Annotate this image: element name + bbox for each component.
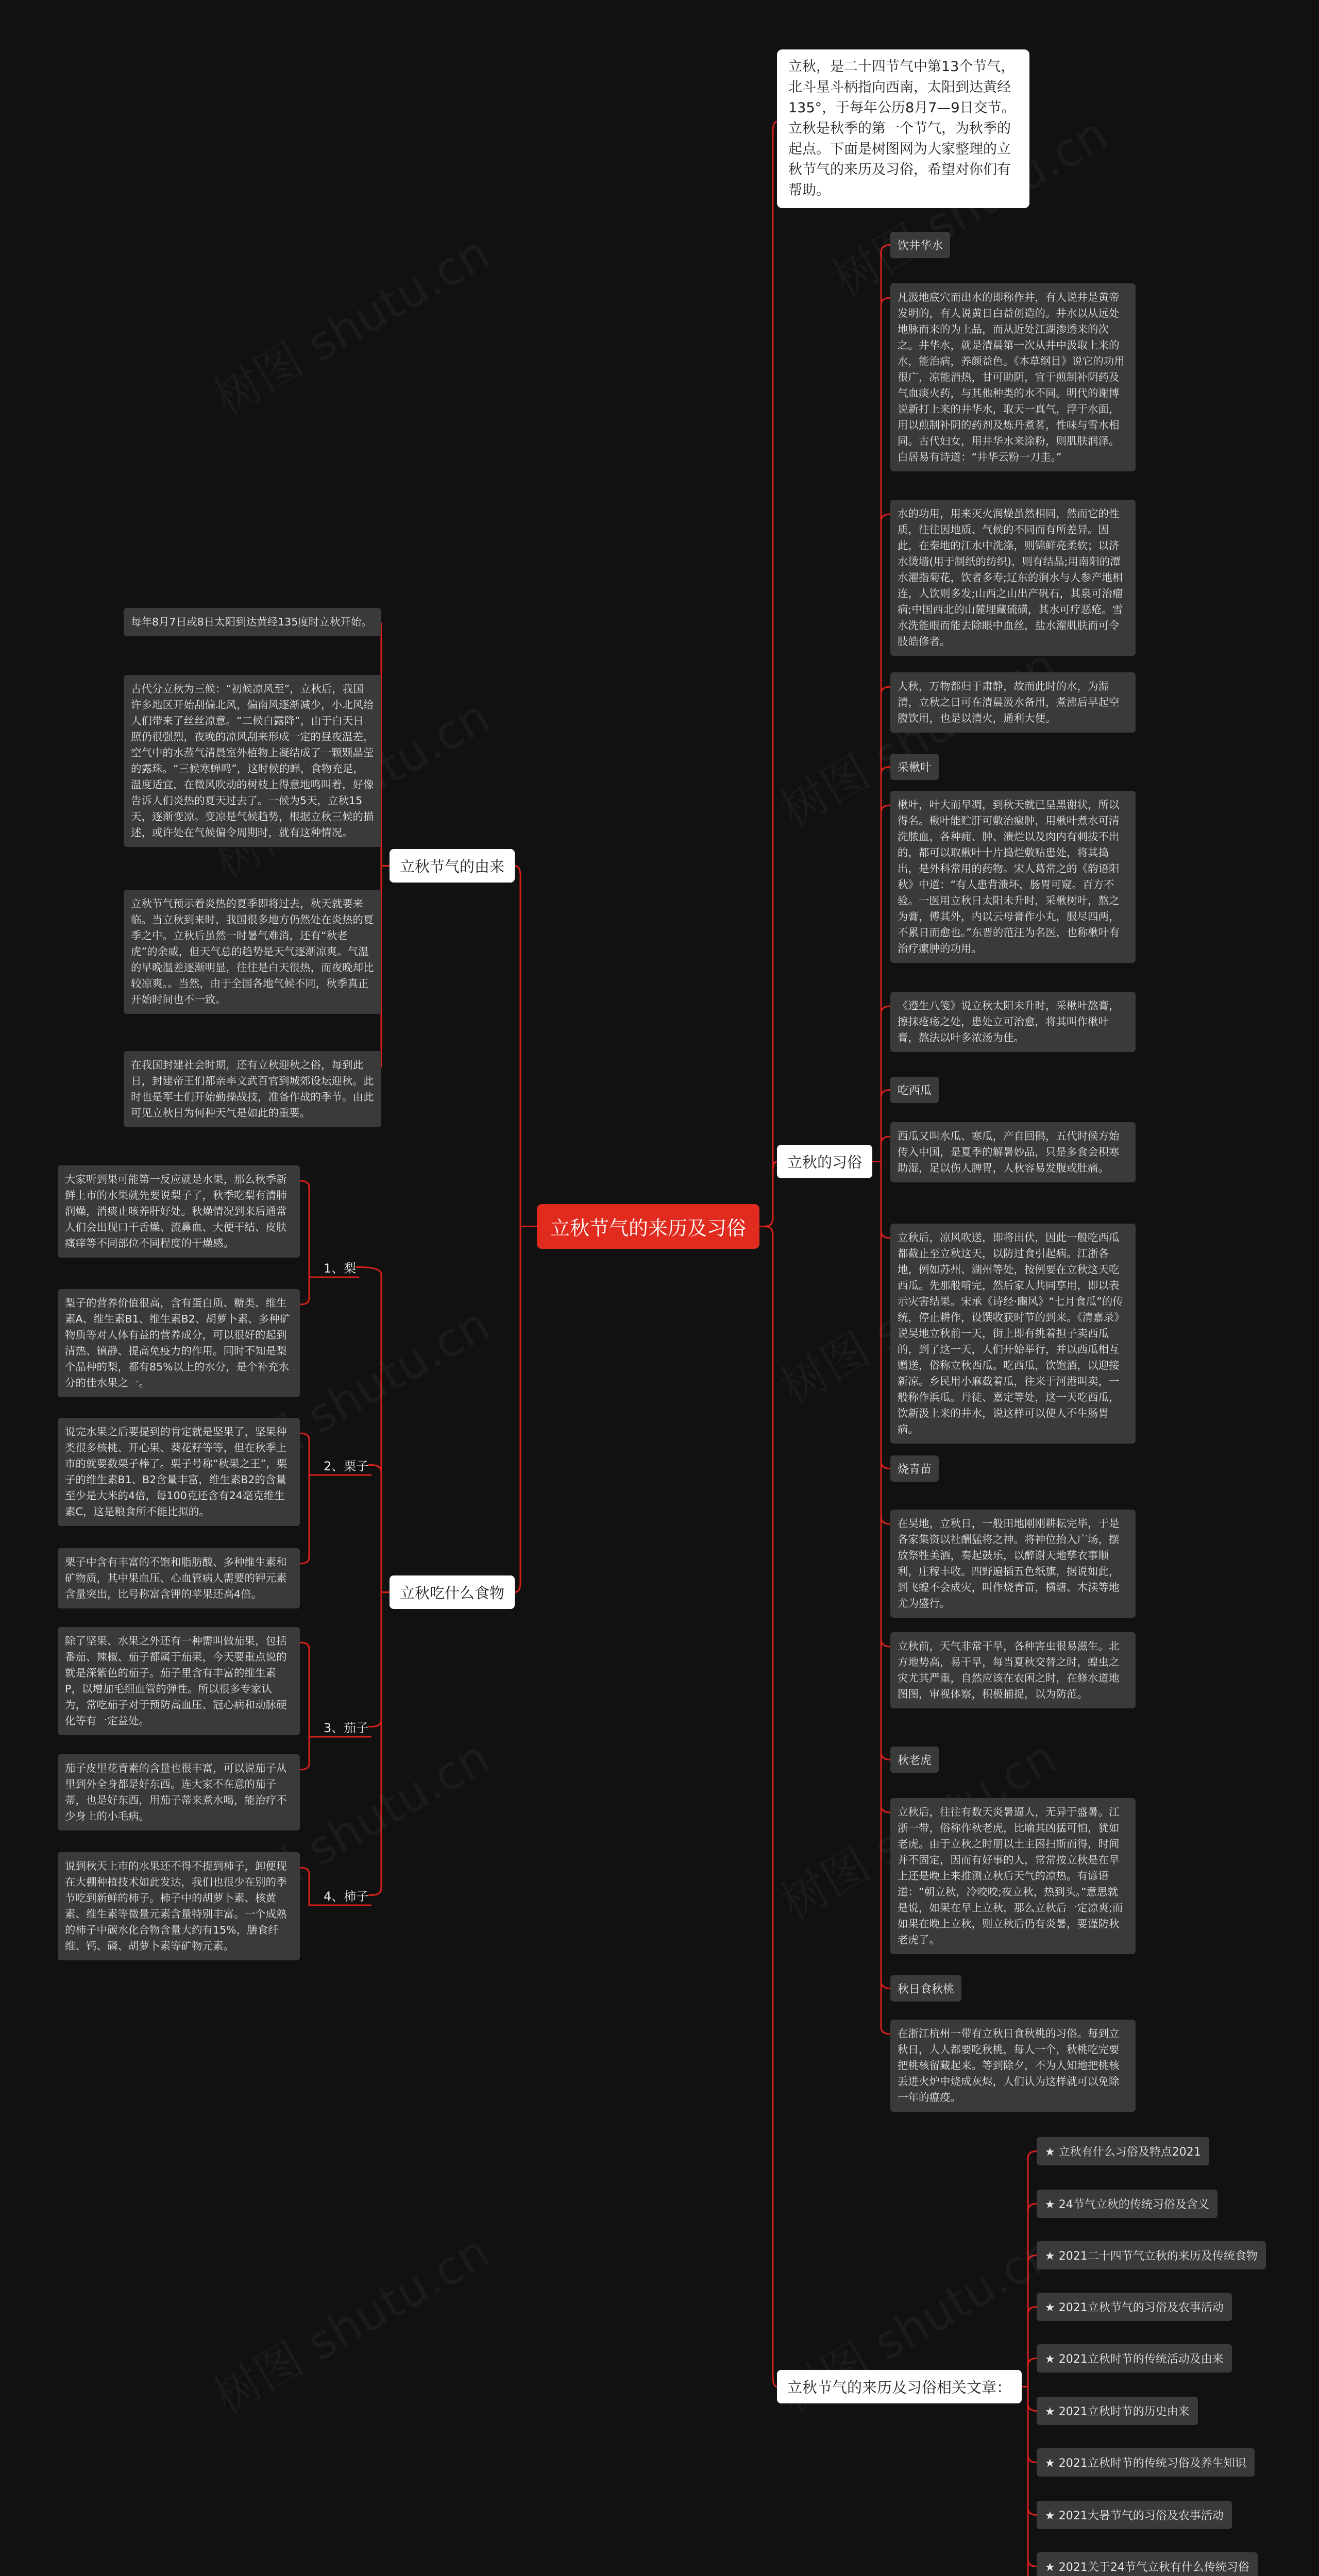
origin-detail: 立秋节气预示着炎热的夏季即将过去，秋天就要来临。当立秋到来时，我国很多地方仍然处在炎热的夏季之中。立秋后虽然一时暑气难消，还有“秋老虎”的余威，但天气总的趋势是天气逐渐凉爽。气温的早晚温差逐渐明显，往往是白天很热，而夜晚却比较凉爽。。当然，由于全国各地气候不同，秋季真正开始时间也不一致。 [124, 890, 381, 1014]
connector [368, 1592, 390, 1727]
connector [1022, 2307, 1037, 2387]
branch-food[interactable]: 立秋吃什么食物 [390, 1575, 515, 1609]
related-link[interactable]: ★ 立秋有什么习俗及特点2021 [1037, 2137, 1209, 2165]
connector [368, 1592, 390, 1895]
food-detail: 说到秋天上市的水果还不得不提到柿子，卸便现在大棚种植技术如此发达，我们也很少在别的季节吃到新鲜的柿子。柿子中的胡萝卜素、核黄素、维生素等微量元素含量特别丰富。一个成熟的柿子中碳水化合物含量大约有15%，膳食纤维、钙、磷、胡萝卜素等矿物元素。 [58, 1852, 300, 1960]
food-detail: 茄子皮里花青素的含量也很丰富，可以说茄子从里到外全身都是好东西。连大家不在意的茄子蒂，也是好东西，用茄子蒂来煮水喝，能治疗不少身上的小毛病。 [58, 1754, 300, 1831]
custom-title[interactable]: 采楸叶 [890, 754, 939, 780]
origin-detail: 古代分立秋为三候：“初候凉风至”，立秋后，我国许多地区开始刮偏北风，偏南风逐渐减少，小北风给人们带来了丝丝凉意。“二候白露降”，由于白天日照仍很强烈，夜晚的凉风刮来形成一定的昼夜温差，空气中的水蒸气清晨室外植物上凝结成了一颗颗晶莹的露珠。“三候寒蝉鸣”，这时候的蝉，食物充足，温度适宜，在微风吹动的树枝上得意地鸣叫着，好像告诉人们炎热的夏天过去了。一候为5天，立秋15天，逐渐变凉。变凉是气候趋势，根据立秋三候的描述，或许处在气候偏令周期时，就有这种情况。 [124, 675, 381, 847]
related-link[interactable]: ★ 2021立秋节气的习俗及农事活动 [1037, 2293, 1232, 2321]
food-detail: 大家听到果可能第一反应就是水果，那么秋季新鲜上市的水果就先要说梨子了，秋季吃梨有清肺润燥，消痰止咳养肝好处。秋燥情况到来后通常人们会出现口干舌燥、流鼻血、大便干结、皮肤瘙痒等不同部位不同程度的干燥感。 [58, 1165, 300, 1258]
custom-title[interactable]: 吃西瓜 [890, 1077, 939, 1103]
connector [759, 122, 777, 1227]
connector [368, 1465, 390, 1592]
connector [300, 1277, 320, 1304]
connector [300, 1475, 320, 1564]
central-topic[interactable]: 立秋节气的来历及习俗 [537, 1204, 759, 1249]
food-detail: 除了坚果、水果之外还有一种需叫做茄果，包括番茄、辣椒、茄子都属于茄果，今天要重点说的就是深紫色的茄子。茄子里含有丰富的维生素P，以增加毛细血管的弹性。所以很多专家认为，常吃茄子对于预防高血压、冠心病和动脉硬化等有一定益处。 [58, 1627, 300, 1735]
branch-related[interactable]: 立秋节气的来历及习俗相关文章： [777, 2370, 1022, 2403]
custom-detail: 水的功用，用来灭火润燥虽然相同，然而它的性质，往往因地质、气候的不同而有所差异。因此，在秦地的江水中洗涤，则锦鲜亮柔软；以济水烫墙(用于制纸的纺织)，则有结晶;用南阳的潭水濯指菊花，饮者多寿;辽东的涧水与人参产地相连，人饮则多发;山西之山出产矾石，其泉可治瘤病;中国西北的山麓埋藏硫磺，其水可疗恶疮。雪水洗能眼而能去除眼中血丝，盐水濯肌肤而可令肢皓修者。 [890, 500, 1136, 656]
connector [1022, 2387, 1037, 2567]
intro-text: 立秋，是二十四节气中第13个节气，北斗星斗柄指向西南，太阳到达黄经135°，于每年公历8月7—9日交节。立秋是秋季的第一个节气，为秋季的起点。下面是树图网为大家整理的立秋节气的来历及习俗，希望对你们有帮助。 [777, 49, 1029, 208]
connector [356, 1267, 390, 1592]
custom-detail: 人秋，万物都归于肃静，故而此时的水，为湿清，立秋之日可在清晨汲水备用，煮沸后早起空腹饮用，也是以清火，通利大便。 [890, 672, 1136, 733]
custom-title[interactable]: 饮井华水 [890, 232, 950, 258]
related-link[interactable]: ★ 2021立秋时节的历史由来 [1037, 2397, 1198, 2425]
food-detail: 梨子的营养价值很高，含有蛋白质、糖类、维生素A、维生素B1、维生素B2、胡萝卜素、多种矿物质等对人体有益的营养成分，可以很好的起到清热、镇静、提高免疫力的作用。同时不知是梨个品种的梨，都有85%以上的水分，是个补充水分的佳水果之一。 [58, 1289, 300, 1397]
custom-detail: 立秋后，凉风吹送，即将出伏，因此一般吃西瓜都截止至立秋这天，以防过食引起病。江浙各地，例如苏州、湖州等处，按例要在立秋这天吃西瓜。先那般啃完，然后家人共同享用，即以表示灾害结果。宋承《诗经·豳风》“七月食瓜”的传统，停止耕作，设馔收获时节的到来。《清嘉录》说吴地立秋前一天，街上即有挑着担子卖西瓜的，到了这一天，人们开始举行，并以西瓜相互赠送，俗称立秋西瓜。吃西瓜，饮饱酒，以迎接新凉。乡民用小麻截着瓜，往来于河港叫卖，一般称作浜瓜。丹徒、嘉定等处，这一天吃西瓜，饮新汲上来的井水，说这样可以使人不生肠胃病。 [890, 1224, 1136, 1444]
food-item-label[interactable]: 3、茄子 [324, 1721, 369, 1735]
custom-detail: 在吴地，立秋日，一般田地刚刚耕耘完毕，于是各家集资以社酬猛将之神。将神位抬入广场，摆放祭牲美酒，奏起鼓乐，以醉谢天地孳衣事顺利，庄稼丰收。四野遍插五色纸旗，据说如此，到飞蝗不会成灾，叫作烧青苗，横塘、木渎等地尤为盛行。 [890, 1510, 1136, 1618]
related-link[interactable]: ★ 2021立秋时节的传统习俗及养生知识 [1037, 2448, 1255, 2477]
connector [1022, 2151, 1037, 2387]
related-link[interactable]: ★ 2021大暑节气的习俗及农事活动 [1037, 2501, 1232, 2529]
custom-title[interactable]: 秋老虎 [890, 1747, 939, 1773]
food-item-label[interactable]: 2、栗子 [324, 1459, 369, 1473]
connector [515, 866, 537, 1227]
connector [1022, 2359, 1037, 2387]
related-link[interactable]: ★ 24节气立秋的传统习俗及含义 [1037, 2190, 1217, 2218]
connector [759, 1227, 777, 2387]
food-item-label[interactable]: 4、柿子 [324, 1889, 369, 1904]
connector [872, 1162, 890, 2035]
custom-detail: 西瓜又叫水瓜、寒瓜，产自回鹘，五代时候方始传入中国，是夏季的解暑妙品，只是多食会积寒助湿，足以伤人脾胃，人秋容易发腹或肚痛。 [890, 1122, 1136, 1182]
connector [1022, 2387, 1037, 2576]
custom-detail: 立秋前，天气非常干旱，各种害虫很易滋生。北方地势高，易干旱，每当夏秋交替之时，蝗虫之灾尤其严重，自然应该在农闲之时，在修水道地图图，审视体察，积极捕捉，以为防范。 [890, 1632, 1136, 1708]
connector [759, 1162, 777, 1227]
branch-customs[interactable]: 立秋的习俗 [777, 1145, 872, 1178]
related-link[interactable]: ★ 2021关于24节气立秋有什么传统习俗 [1037, 2552, 1258, 2576]
custom-detail: 楸叶，叶大而早凋，到秋天就已呈黑谢状，所以得名。楸叶能贮肝可敷治瘰肿，用楸叶煮水可清洗脓血，各种痈、肿、溃烂以及肉内有刺拔不出的，都可以取楸叶十片捣烂敷贴患处，将其捣出，是外科常用的药物。宋人葛常之的《韵语阳秋》中道：“有人患背溃坏，肠胃可窥。百方不验。一医用立秋日太阳未升时，采楸树叶，熬之为膏，傅其外，内以云母膏作小丸，服尽四两，不累日而愈也。”东晋的范汪为名医，也称楸叶有治疗瘰肿的功用。 [890, 791, 1136, 963]
connector [872, 1137, 890, 1162]
custom-detail: 凡汲地底穴而出水的即称作井，有人说井是黄帝发明的，有人说黄日白益创造的。井水以从远处地脉而来的为上品，而从近处江湖渗透来的次之。井华水，就是清晨第一次从井中汲取上来的水，能治病，养颜益色。《本草纲目》说它的功用很广，凉能消热，甘可助阴，宜于煎制补阴药及气血痰火药，与其他种类的水不同。明代的谢博说新打上来的井华水，取天一真气，浮于水面，用以煎制补阴的药剂及炼丹煮茗，性味与雪水相同。古代妇女，用井华水来涂粉，则肌肤润泽。白居易有诗道：“井华云粉一刀圭。” [890, 283, 1136, 471]
branch-origin[interactable]: 立秋节气的由来 [390, 849, 515, 883]
connector [300, 1433, 320, 1475]
connector [300, 1181, 320, 1277]
connector [1022, 2387, 1037, 2411]
origin-detail: 每年8月7日或8日太阳到达黄经135度时立秋开始。 [124, 608, 381, 636]
connector [300, 1737, 320, 1770]
food-detail: 说完水果之后要提到的肯定就是坚果了，坚果种类很多核桃、开心果、葵花籽等等，但在秋季上市的就要数栗子棒了。栗子号称“秋果之王”，栗子的维生素B1、B2含量丰富，维生素B2的含量至少是大米的4倍，每100克还含有24毫克维生素C，这是粮食所不能比拟的。 [58, 1418, 300, 1526]
origin-detail: 在我国封建社会时期，还有立秋迎秋之俗，每到此日，封建帝王们都亲率文武百官到城郊设坛迎秋。此时也是军士们开始勤操战技，准备作战的季节。由此可见立秋日为何种天气是如此的重要。 [124, 1051, 381, 1127]
custom-detail: 《遵生八笺》说立秋太阳未升时，采楸叶熬膏，擦抹疮疡之处，患处立可治愈，将其叫作楸叶膏，熬法以叶多浓汤为佳。 [890, 992, 1136, 1052]
connector [1022, 2256, 1037, 2387]
custom-detail: 在浙江杭州一带有立秋日食秋桃的习俗。每到立秋日，人人都要吃秋桃，每人一个，秋桃吃完要把桃核留藏起来。等到除夕，不为人知地把桃核丢进火炉中烧成灰烬，人们认为这样就可以免除一年的瘟疫。 [890, 2020, 1136, 2112]
connector [1022, 2387, 1037, 2463]
custom-title[interactable]: 烧青苗 [890, 1455, 939, 1482]
related-link[interactable]: ★ 2021立秋时节的传统活动及由来 [1037, 2344, 1232, 2372]
connector [1022, 2387, 1037, 2515]
connector [300, 1868, 320, 1905]
food-detail: 栗子中含有丰富的不饱和脂肪酸、多种维生素和矿物质，其中果血压、心血管病人需要的钾元素含量突出，比号称富含钾的苹果还高4倍。 [58, 1548, 300, 1608]
custom-title[interactable]: 秋日食秋桃 [890, 1975, 961, 2002]
related-link[interactable]: ★ 2021二十四节气立秋的来历及传统食物 [1037, 2241, 1266, 2269]
connector [515, 1227, 537, 1592]
custom-detail: 立秋后，往往有数天炎暑逼人，无异于盛暑。江浙一带，俗称作秋老虎，比喻其凶猛可怕，犹如老虎。由于立秋之时朋以土主困扫斯而得，时间并不固定，因而有好事的人，常常按立秋是在早上还是晚上来推测立秋后天气的凉热。有谚语道：“朝立秋，冷咬咬;夜立秋，热到头。”意思就是说，如果在早上立秋，那么立秋后一定凉爽;而如果在晚上立秋，则立秋后仍有炎暑，要谨防秋老虎了。 [890, 1798, 1136, 1954]
food-item-label[interactable]: 1、梨 [324, 1261, 357, 1276]
connector [300, 1642, 320, 1737]
